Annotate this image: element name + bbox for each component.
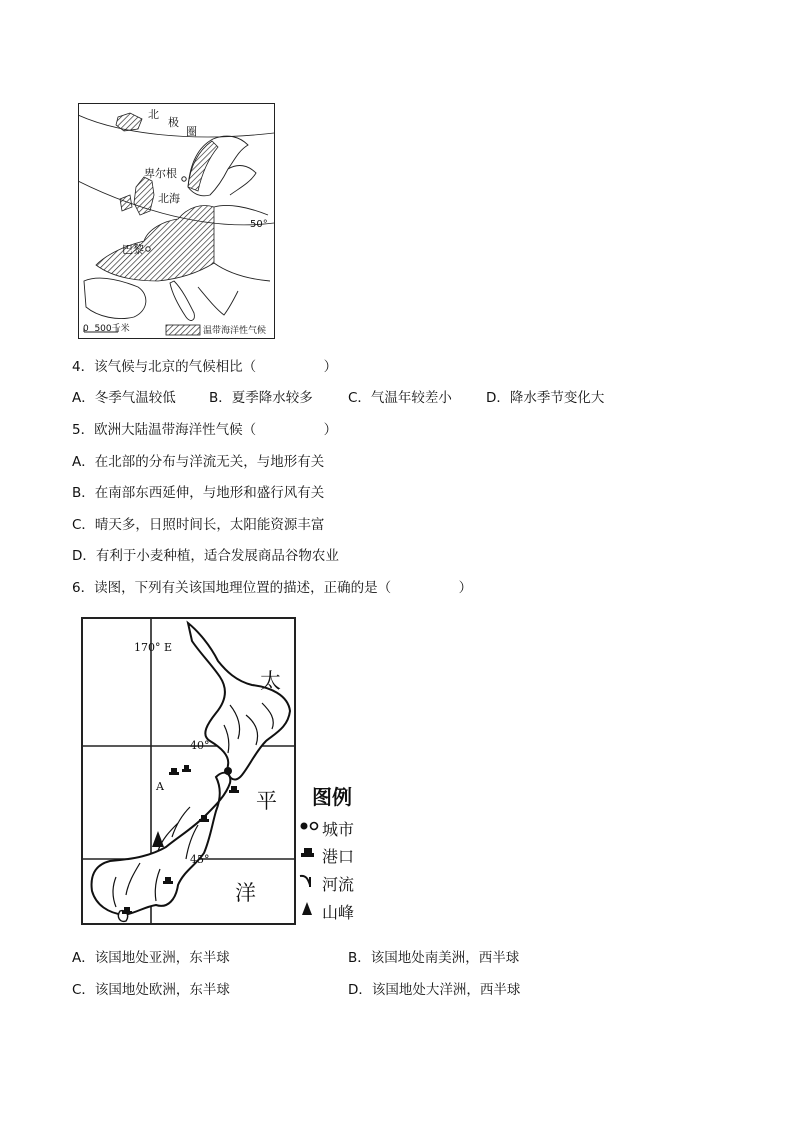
arctic-circle-label-2: 极 xyxy=(168,116,179,129)
latitude-45-label: 45° xyxy=(190,853,210,866)
ocean-label-tai: 太 xyxy=(260,669,281,693)
latitude-50-label: 50° xyxy=(250,219,268,230)
arctic-circle-label-1: 北 xyxy=(148,108,159,121)
question-5-stem: 5．欧洲大陆温带海洋性气候（ ） xyxy=(72,422,338,438)
paris-label: 巴黎 xyxy=(122,243,144,256)
map-legend-label: 温带海洋性气候 xyxy=(203,326,267,336)
arctic-circle-label-3: 圈 xyxy=(186,125,197,138)
q6-option-d: D．该国地处大洋洲，西半球 xyxy=(348,982,521,998)
legend-item-city: 城市 xyxy=(322,820,355,839)
question-6-stem: 6．读图，下列有关该国地理位置的描述，正确的是（ ） xyxy=(72,580,473,596)
q5-option-a: A．在北部的分布与洋流无关，与地形有关 xyxy=(72,454,325,470)
q6-option-a: A．该国地处亚洲，东半球 xyxy=(72,950,230,966)
q5-option-b: B．在南部东西延伸，与地形和盛行风有关 xyxy=(72,485,325,501)
ocean-label-ping: 平 xyxy=(256,789,277,813)
legend-item-port: 港口 xyxy=(322,847,355,866)
legend-item-peak: 山峰 xyxy=(322,903,355,922)
q4-option-a: A．冬季气温较低 xyxy=(72,390,176,406)
bergen-label: 卑尔根 xyxy=(144,167,177,180)
ocean-label-yang: 洋 xyxy=(235,881,256,905)
q6-option-b: B．该国地处南美洲，西半球 xyxy=(348,950,520,966)
q5-option-d: D．有利于小麦种植，适合发展商品谷物农业 xyxy=(72,548,339,564)
new-zealand-map xyxy=(80,615,370,927)
scale-bar-label: 0 500千米 xyxy=(83,324,130,334)
q4-option-d: D．降水季节变化大 xyxy=(486,390,605,406)
question-4-stem: 4．该气候与北京的气候相比（ ） xyxy=(72,359,338,375)
europe-map xyxy=(78,103,275,339)
point-a-label: A xyxy=(156,780,164,793)
q4-option-c: C．气温年较差小 xyxy=(348,390,452,406)
q6-option-c: C．该国地处欧洲，东半球 xyxy=(72,982,230,998)
q4-option-b: B．夏季降水较多 xyxy=(209,390,313,406)
latitude-40-label: 40° xyxy=(190,739,210,752)
legend-item-river: 河流 xyxy=(322,875,355,894)
legend-title: 图例 xyxy=(312,785,352,809)
north-sea-label: 北海 xyxy=(158,192,180,205)
q5-option-c: C．晴天多，日照时间长，太阳能资源丰富 xyxy=(72,517,325,533)
longitude-170e-label: 170° E xyxy=(134,641,173,654)
